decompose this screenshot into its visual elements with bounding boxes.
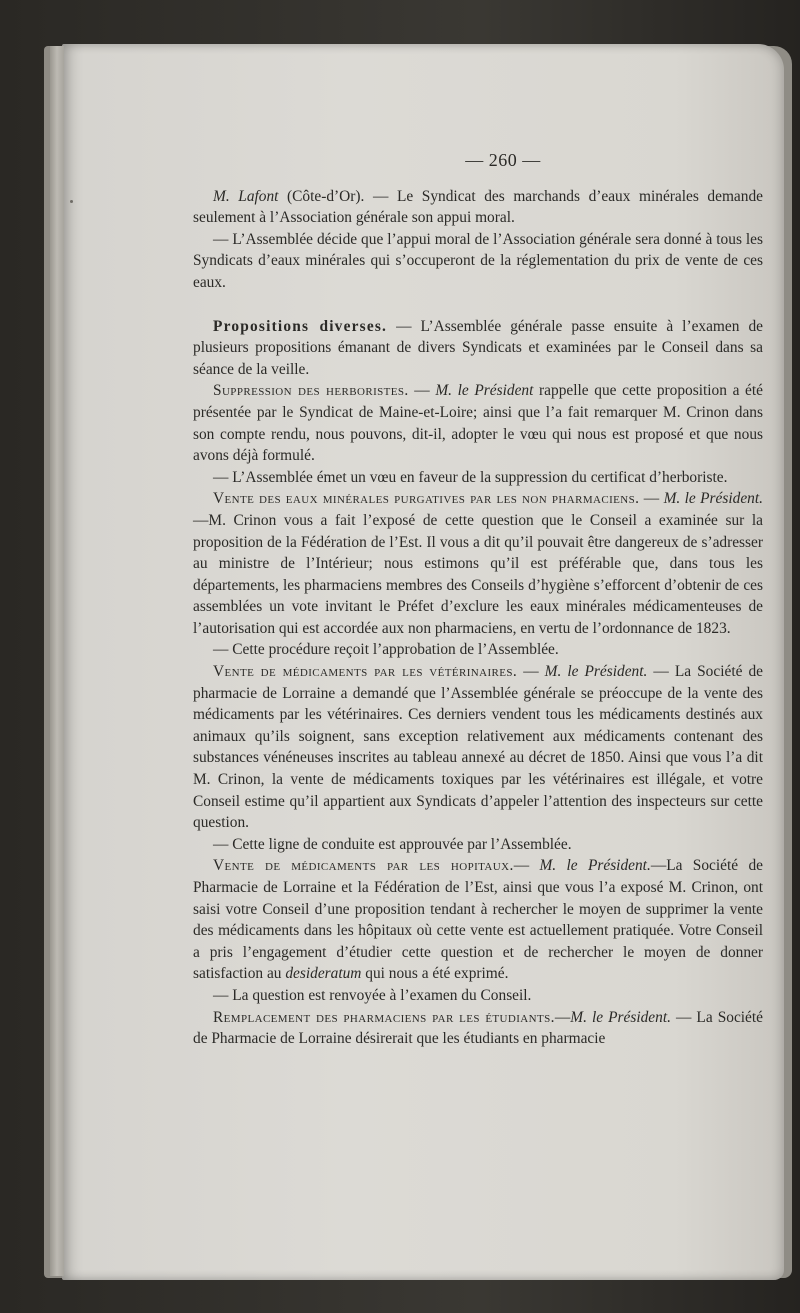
paragraph-text: (Côte-d’Or). — Le Syndicat des marchands d’eaux minérales demande seulement à l’Association générale son appui moral. [193, 187, 763, 227]
paragraph-herboristes: Suppression des herboristes. — M. le Président rappelle que cette proposition a été présentée par le Syndicat de Maine-et-Loire; ainsi que l’a fait remarquer M. Crinon dans son compte rendu, nous pouvons, dit-il, adopter le vœu qui nous est proposé et que nous avons déjà formulé. [193, 382, 763, 465]
speaker-name: M. le Président [435, 382, 534, 400]
speaker-name: M. Lafont [213, 187, 279, 205]
subsection-heading: Vente de médicaments par les vétérinaires. [213, 663, 518, 681]
paragraph-etudiants: Remplacement des pharmaciens par les étudiants.—M. le Président. — La Société de Pharmacie de Lorraine désirerait que les étudiants en pharmacie [193, 1008, 763, 1048]
latin-term: desideratum [285, 965, 362, 983]
subsection-heading: Suppression des herboristes. [213, 382, 409, 400]
speaker-name: M. le Président. [539, 857, 651, 875]
paragraph-eaux-purgatives: Vente des eaux minérales purgatives par les non pharmaciens. — M. le Président.—M. Crinon vous a fait l’exposé de cette question que le Conseil a examinée sur la proposition de la Fédération de l’Est. Il vous a dit qu’il pouvait être dangereux de s’adresser au ministre de l’Intérieur; nous estimons qu’il est préférable que, dans tous les départements, les pharmaciens membres des Conseils d’hygiène s’efforcent d’obtenir de ces assemblées un vote invitant le Préfet d’exclure les eaux minérales médicamenteuses de l’autorisation qui est accordée aux non pharmaciens, en vertu de l’ordonnance de 1823. [193, 490, 763, 637]
section-gap [193, 294, 763, 316]
paragraph-text: — La Société de pharmacie de Lorraine a demandé que l’Assemblée générale se préoccupe de la vente des médicaments par les vétérinaires. Ces derniers vendent tous les médicaments destinés aux animaux qu’ils soignent, sans exception relativement aux médicaments contenant des substances vénéneuses inscrites au tableau annexé au décret de 1850. Ainsi que vous l’a dit M. Crinon, la vente de médicaments toxiques par les vétérinaires est illégale, et votre Conseil estime qu’il appartient aux Syndicats d’appeler l’attention des inspecteurs sur cette question. [193, 663, 763, 832]
speaker-name: M. le Président. [544, 663, 648, 681]
speaker-name: M. le Président. [663, 490, 763, 508]
paragraph-veterinaires: Vente de médicaments par les vétérinaires. — M. le Président. — La Société de pharmacie de Lorraine a demandé que l’Assemblée générale se préoccupe de la vente des médicaments par les vétérinaires. Ces derniers vendent tous les médicaments destinés aux animaux qu’ils soignent, sans exception relativement aux médicaments contenant des substances vénéneuses inscrites au tableau annexé au décret de 1850. Ainsi que vous l’a dit M. Crinon, la vente de médicaments toxiques par les vétérinaires est illégale, et votre Conseil estime qu’il appartient aux Syndicats d’appeler l’attention des inspecteurs sur cette question. [193, 663, 763, 832]
paragraph-resolution-herboristes: — L’Assemblée émet un vœu en faveur de la suppression du certificat d’herboriste. [213, 468, 728, 486]
subsection-heading: Vente des eaux minérales purgatives par les non pharmaciens. [213, 490, 640, 508]
paper-speck [70, 200, 73, 203]
paragraph-text: — L’Assemblée générale passe ensuite à l’examen de plusieurs propositions émanant de divers Syndicats et examinées par le Conseil dans sa séance de la veille. [193, 317, 763, 378]
subsection-heading: Vente de médicaments par les hopitaux. [213, 857, 514, 875]
section-heading: Propositions diverses. [213, 317, 388, 335]
page-text [193, 150, 763, 1050]
paragraph-propositions [193, 316, 763, 381]
paragraph-text: — La Société de Pharmacie de Lorraine désirerait que les étudiants en pharmacie [193, 1008, 763, 1048]
paragraph-resolution-procedure: — Cette procédure reçoit l’approbation de l’Assemblée. [213, 641, 559, 659]
page-number: — 260 — [465, 150, 541, 170]
paragraph-text: —La Société de Pharmacie de Lorraine et la Fédération de l’Est, ainsi que vous l’a exposé M. Crinon, ont saisi votre Conseil d’une proposition tendant à rechercher le moyen de supprimer la vente des médicaments dans les hôpitaux où cette vente est actuellement pratiquée. Votre Conseil a pris l’engagement d’étudier cette question et de rechercher le moyen de donner satisfaction au [193, 857, 763, 983]
paragraph-text: —M. Crinon vous a fait l’exposé de cette question que le Conseil a examinée sur la proposition de la Fédération de l’Est. Il vous a dit qu’il pouvait être dangereux de s’adresser au ministre de l’Intérieur; nous estimons qu’il est préférable que, dans tous les départements, les pharmaciens membres des Conseils d’hygiène s’efforcent d’obtenir de ces assemblées un vote invitant le Préfet d’exclure les eaux minérales médicamenteuses de l’autorisation qui est accordée aux non pharmaciens, en vertu de l’ordonnance de 1823. [193, 511, 763, 637]
paragraph-hopitaux: Vente de médicaments par les hopitaux.— M. le Président.—La Société de Pharmacie de Lorraine et la Fédération de l’Est, ainsi que vous l’a exposé M. Crinon, ont saisi votre Conseil d’une proposition tendant à rechercher le moyen de supprimer la vente des médicaments dans les hôpitaux où cette vente est actuellement pratiquée. Votre Conseil a pris l’engagement d’étudier cette question et de rechercher le moyen de donner satisfaction au desideratum qui nous a été exprimé. [193, 857, 763, 983]
paragraph-lafont [193, 186, 763, 229]
paragraph-text: rappelle que cette proposition a été présentée par le Syndicat de Maine-et-Loire; ainsi que l’a fait remarquer M. Crinon dans son compte rendu, nous pouvons, dit-il, adopter le vœu qui nous est proposé et que nous avons déjà formulé. [193, 382, 763, 465]
paragraph-resolution-eaux: — L’Assemblée décide que l’appui moral de l’Association générale sera donné à tous les Syndicats d’eaux minérales qui s’occuperont de la réglementation du prix de vente de ces eaux. [193, 230, 763, 291]
subsection-heading: Remplacement des pharmaciens par les étudiants. [213, 1008, 555, 1026]
book-binding [50, 46, 64, 1276]
paragraph-resolution-renvoi: — La question est renvoyée à l’examen du Conseil. [213, 986, 532, 1004]
speaker-name: M. le Président. [570, 1008, 671, 1026]
paragraph-resolution-conduite: — Cette ligne de conduite est approuvée par l’Assemblée. [213, 835, 572, 853]
paragraph-text: qui nous a été exprimé. [361, 965, 509, 983]
